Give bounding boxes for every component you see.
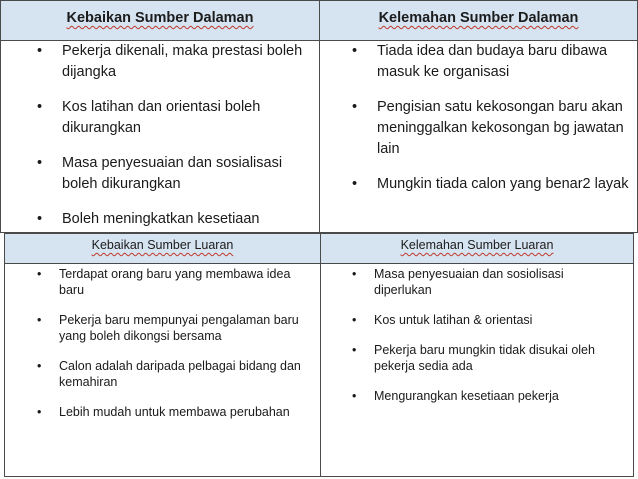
list-item: • Kos latihan dan orientasi boleh dikurangkan	[62, 97, 307, 139]
internal-disadvantages-title: Kelemahan Sumber Dalaman	[378, 10, 579, 26]
internal-disadvantages-list	[377, 41, 629, 209]
list-item: • Pekerja baru mempunyai pengalaman baru yang boleh dikongsi bersama	[59, 312, 314, 344]
external-disadvantages-header	[321, 234, 633, 256]
list-item: • Boleh meningkatkan kesetiaan	[62, 209, 307, 230]
list-item: • Masa penyesuaian dan sosiolisasi diperlukan	[374, 266, 624, 298]
external-advantages-list	[59, 266, 314, 434]
column-divider	[319, 1, 320, 232]
list-item: • Pekerja dikenali, maka prestasi boleh dijangka	[62, 41, 307, 83]
external-sources-table	[4, 233, 634, 477]
list-item: • Mengurangkan kesetiaan pekerja	[374, 388, 624, 404]
list-item: • Kos untuk latihan & orientasi	[374, 312, 624, 328]
external-disadvantages-list	[374, 266, 624, 418]
column-divider	[320, 234, 321, 476]
list-item: • Terdapat orang baru yang membawa idea baru	[59, 266, 314, 298]
list-item: • Mungkin tiada calon yang benar2 layak	[377, 174, 629, 195]
list-item: • Tiada idea dan budaya baru dibawa masuk ke organisasi	[377, 41, 629, 83]
list-item: • Pengisian satu kekosongan baru akan meninggalkan kekosongan bg jawatan lain	[377, 97, 629, 160]
internal-disadvantages-header	[320, 1, 637, 35]
list-item: • Calon adalah daripada pelbagai bidang dan kemahiran	[59, 358, 314, 390]
list-item: • Masa penyesuaian dan sosialisasi boleh dikurangkan	[62, 153, 307, 195]
list-item: • Pekerja baru mungkin tidak disukai oleh pekerja sedia ada	[374, 342, 624, 374]
internal-advantages-list	[62, 41, 307, 244]
external-advantages-title: Kebaikan Sumber Luaran	[91, 238, 234, 252]
internal-advantages-title: Kebaikan Sumber Dalaman	[66, 10, 254, 26]
list-item: • Lebih mudah untuk membawa perubahan	[59, 404, 314, 420]
external-disadvantages-title: Kelemahan Sumber Luaran	[400, 238, 554, 252]
internal-sources-table	[0, 0, 638, 233]
internal-advantages-header	[1, 1, 319, 35]
external-advantages-header	[5, 234, 320, 256]
